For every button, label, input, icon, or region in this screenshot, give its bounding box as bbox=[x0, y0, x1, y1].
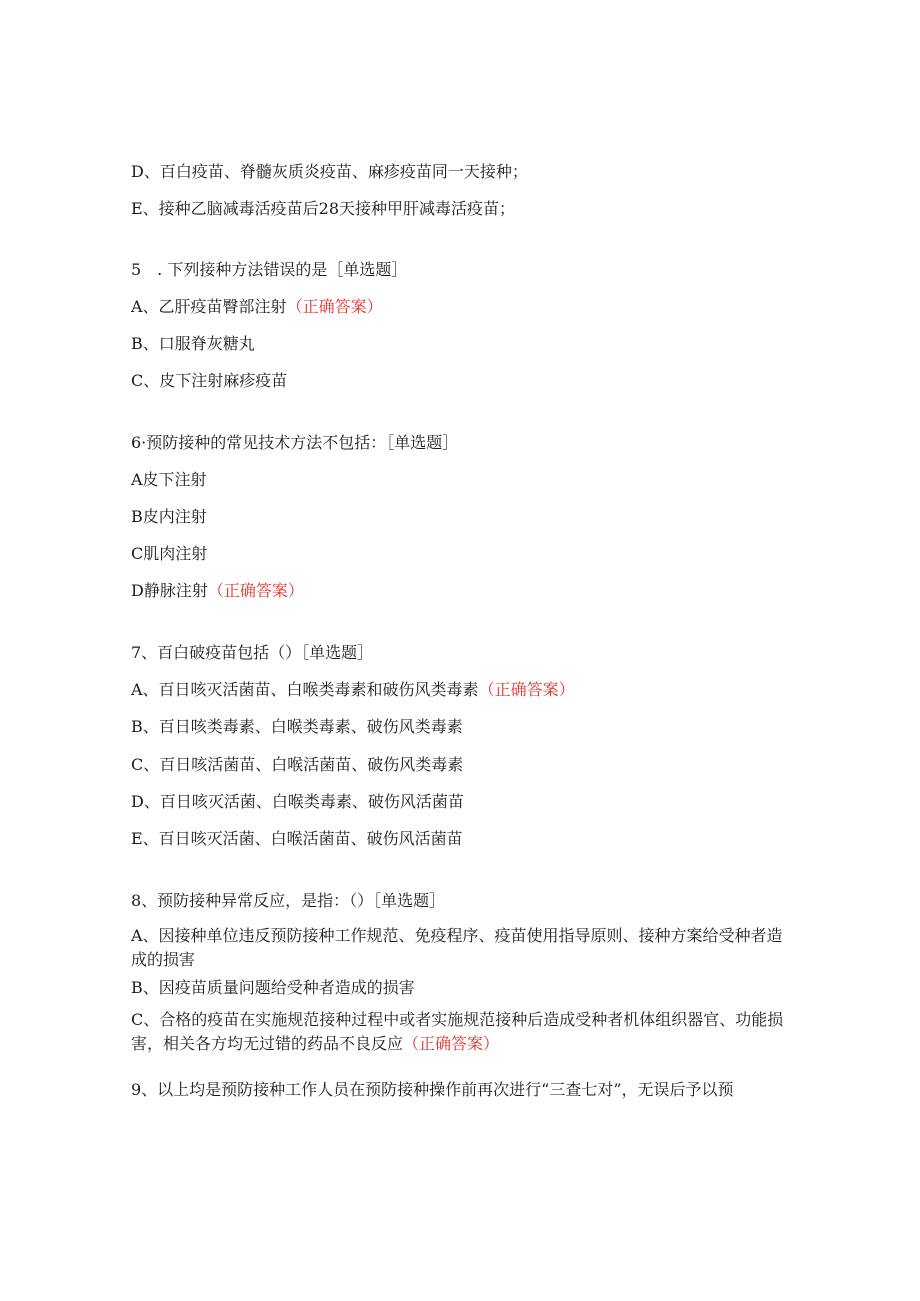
option-line bbox=[131, 199, 791, 219]
option-text: B皮内注射 bbox=[131, 507, 207, 526]
question-text: 6·预防接种的常见技术方法不包括：［单选题］ bbox=[131, 433, 459, 452]
option-line bbox=[131, 755, 791, 775]
option-text: B、口服脊灰糖丸 bbox=[131, 334, 255, 353]
question-line bbox=[131, 1080, 791, 1100]
correct-answer-mark: （正确答案） bbox=[207, 581, 304, 600]
option-line bbox=[131, 371, 791, 391]
option-text: B、百日咳类毒素、白喉类毒素、破伤风类毒素 bbox=[131, 717, 463, 736]
option-line bbox=[131, 470, 791, 490]
option-text: D静脉注射 bbox=[131, 581, 208, 600]
option-text: D、百日咳灭活菌、白喉类毒素、破伤风活菌苗 bbox=[131, 792, 464, 811]
question-text: 8、预防接种异常反应，是指：（）［单选题］ bbox=[131, 891, 446, 910]
option-text: C肌肉注射 bbox=[131, 544, 208, 563]
option-line bbox=[131, 978, 791, 998]
question-text: 7、百白破疫苗包括（）［单选题］ bbox=[131, 643, 374, 662]
option-line bbox=[131, 924, 791, 972]
question-line bbox=[131, 891, 791, 911]
option-text: E、接种乙脑减毒活疫苗后28天接种甲肝减毒活疫苗； bbox=[131, 199, 516, 218]
option-text: E、百日咳灭活菌、白喉活菌苗、破伤风活菌苗 bbox=[131, 829, 463, 848]
option-text: C、皮下注射麻疹疫苗 bbox=[131, 371, 288, 390]
option-text: B、因疫苗质量问题给受种者造成的损害 bbox=[131, 978, 415, 997]
question-text: 9、以上均是预防接种工作人员在预防接种操作前再次进行“三查七对”，无误后予以预 bbox=[131, 1080, 734, 1099]
option-text: A、因接种单位违反预防接种工作规范、免疫程序、疫苗使用指导原则、接种方案给受种者造成的损害 bbox=[131, 926, 783, 969]
option-line bbox=[131, 507, 791, 527]
correct-answer-mark: （正确答案） bbox=[478, 680, 575, 699]
option-line bbox=[131, 829, 791, 849]
question-line bbox=[131, 260, 791, 280]
option-line bbox=[131, 1008, 791, 1056]
question-line bbox=[131, 643, 791, 663]
option-line bbox=[131, 297, 791, 317]
option-line bbox=[131, 334, 791, 354]
option-text: C、合格的疫苗在实施规范接种过程中或者实施规范接种后造成受种者机体组织器官、功能损害，相关各方均无过错的药品不良反应 bbox=[131, 1010, 784, 1053]
option-text: A、百日咳灭活菌苗、白喉类毒素和破伤风类毒素 bbox=[131, 680, 479, 699]
option-line bbox=[131, 680, 791, 700]
option-line bbox=[131, 162, 791, 182]
correct-answer-mark: （正确答案） bbox=[403, 1034, 500, 1053]
option-line bbox=[131, 717, 791, 737]
option-line bbox=[131, 544, 791, 564]
option-line bbox=[131, 792, 791, 812]
option-line bbox=[131, 581, 791, 601]
option-text: C、百日咳活菌苗、白喉活菌苗、破伤风类毒素 bbox=[131, 755, 464, 774]
correct-answer-mark: （正确答案） bbox=[286, 297, 383, 316]
question-text: 5 . 下列接种方法错误的是［单选题］ bbox=[131, 260, 408, 279]
option-text: D、百白疫苗、脊髓灰质炎疫苗、麻疹疫苗同一天接种； bbox=[131, 162, 528, 181]
option-text: A、乙肝疫苗臀部注射 bbox=[131, 297, 287, 316]
option-text: A皮下注射 bbox=[131, 470, 207, 489]
question-line bbox=[131, 433, 791, 453]
